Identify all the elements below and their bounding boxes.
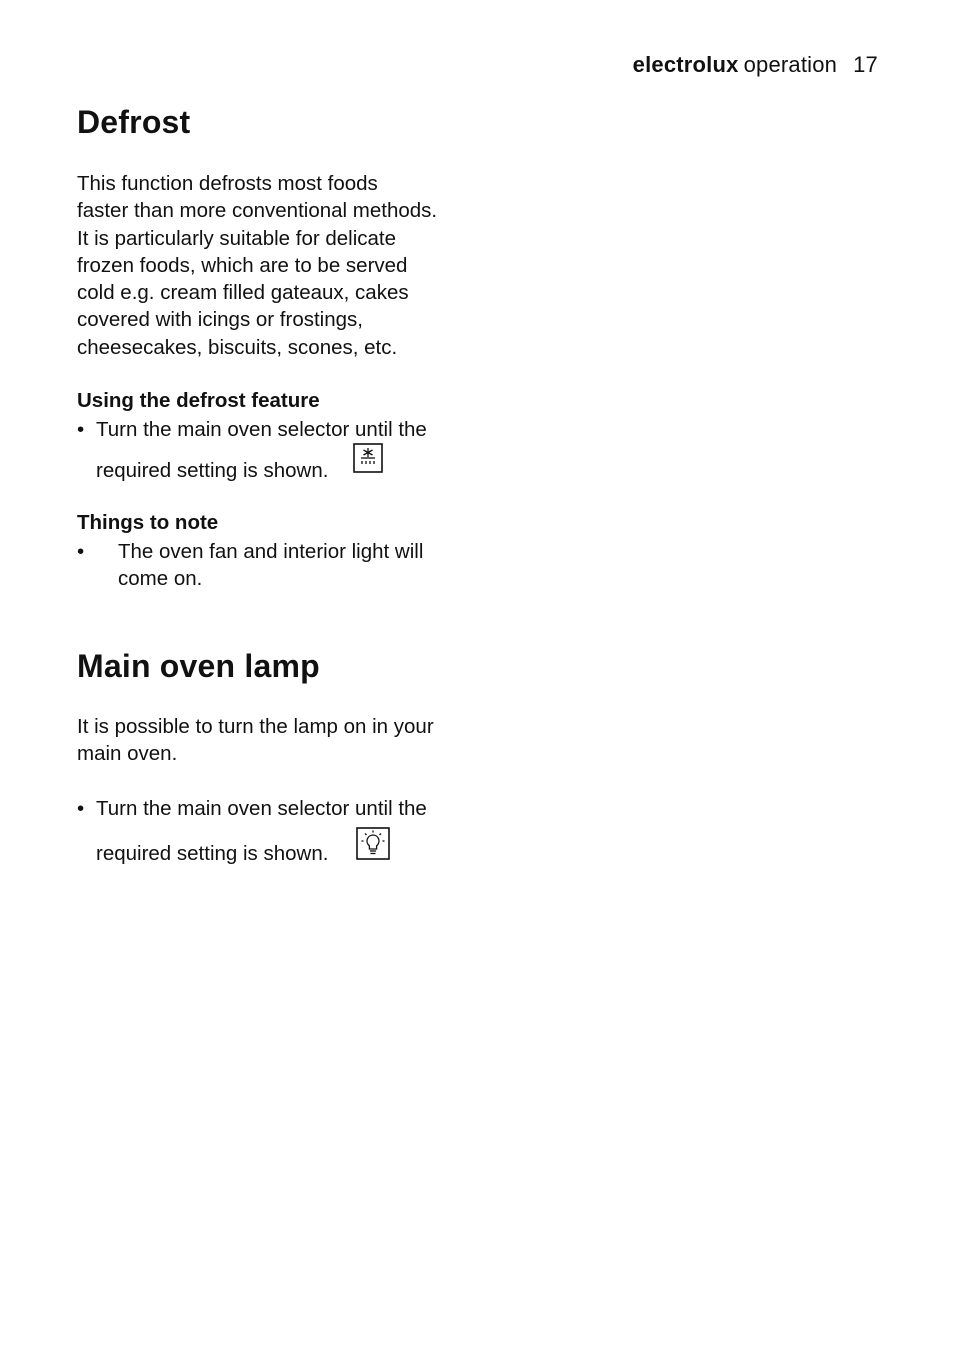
- lamp-bullet: [77, 795, 497, 870]
- page-number: 17: [853, 52, 878, 77]
- page-header: [633, 52, 878, 78]
- defrost-intro-line: cold e.g. cream filled gateaux, cakes: [77, 281, 409, 305]
- defrost-intro-line: faster than more conventional methods.: [77, 199, 438, 223]
- bullet-dot: •: [77, 540, 85, 563]
- lamp-intro-line: main oven.: [77, 742, 178, 766]
- bullet-text-line: Turn the main oven selector until the: [96, 797, 427, 820]
- using-defrost-bullet: [77, 416, 497, 486]
- bullet-text-line: required setting is shown.: [96, 842, 329, 865]
- brand-name: electrolux: [632, 52, 739, 77]
- defrost-intro-line: frozen foods, which are to be served: [77, 253, 408, 277]
- note-text-line: come on.: [118, 567, 203, 590]
- things-to-note-heading: Things to note: [77, 511, 219, 534]
- note-text: [118, 538, 478, 592]
- lamp-intro: [77, 713, 487, 768]
- defrost-intro-line: It is particularly suitable for delicate: [77, 226, 397, 250]
- defrost-intro-line: covered with icings or frostings,: [77, 308, 363, 332]
- lamp-symbol-icon: [356, 827, 390, 867]
- lamp-intro-line: It is possible to turn the lamp on in your: [77, 715, 434, 738]
- bullet-dot: •: [77, 418, 85, 441]
- defrost-intro: [77, 170, 487, 361]
- note-text-line: The oven fan and interior light will: [118, 540, 424, 563]
- bullet-dot: •: [77, 797, 85, 820]
- things-to-note-bullet: [77, 538, 497, 594]
- lamp-title: Main oven lamp: [77, 648, 320, 684]
- defrost-symbol-icon: [353, 443, 383, 480]
- section-name: operation: [743, 52, 838, 77]
- defrost-intro-line: cheesecakes, biscuits, scones, etc.: [77, 335, 398, 359]
- defrost-title: Defrost: [77, 104, 191, 140]
- using-defrost-heading: Using the defrost feature: [77, 389, 320, 412]
- defrost-intro-line: This function defrosts most foods: [77, 172, 378, 195]
- bullet-text-line: required setting is shown.: [96, 459, 329, 482]
- bullet-text-line: Turn the main oven selector until the: [96, 418, 427, 441]
